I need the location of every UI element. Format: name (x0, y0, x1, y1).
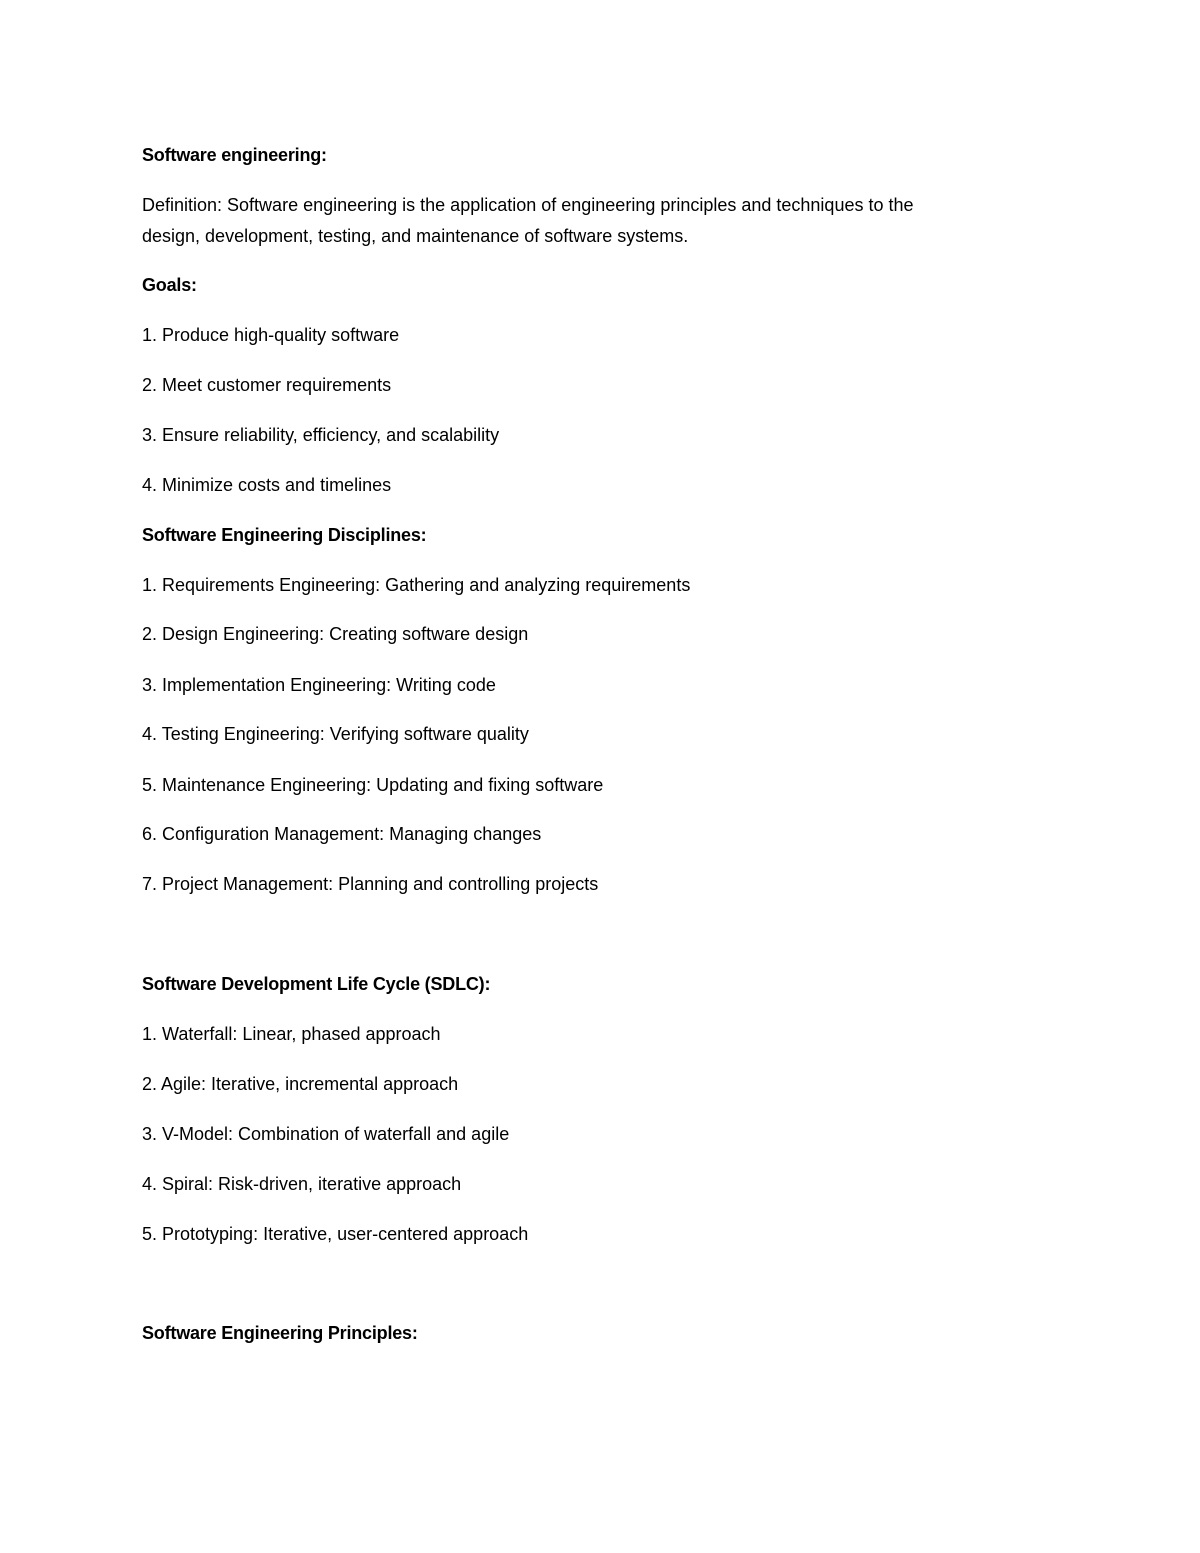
definition-text-line-1: Definition: Software engineering is the application of engineering principles and techniques to the (142, 195, 914, 215)
section-heading-principles: Software Engineering Principles: (142, 1323, 418, 1343)
discipline-item: 2. Design Engineering: Creating software design (142, 624, 529, 644)
discipline-item: 4. Testing Engineering: Verifying software quality (142, 724, 529, 744)
sdlc-item: 4. Spiral: Risk-driven, iterative approach (142, 1174, 462, 1194)
section-heading-goals: Goals: (142, 275, 197, 295)
goal-item: 2. Meet customer requirements (142, 375, 392, 395)
section-heading-disciplines: Software Engineering Disciplines: (142, 525, 427, 545)
discipline-item: 6. Configuration Management: Managing changes (142, 824, 542, 844)
sdlc-item: 3. V-Model: Combination of waterfall and agile (142, 1124, 510, 1144)
section-heading-sdlc: Software Development Life Cycle (SDLC): (142, 974, 491, 994)
goal-item: 3. Ensure reliability, efficiency, and scalability (142, 425, 500, 445)
sdlc-item: 2. Agile: Iterative, incremental approach (142, 1074, 459, 1094)
definition-text-line-2: design, development, testing, and maintenance of software systems. (142, 226, 689, 246)
goal-item: 4. Minimize costs and timelines (142, 475, 392, 495)
sdlc-item: 5. Prototyping: Iterative, user-centered approach (142, 1224, 529, 1244)
discipline-item: 3. Implementation Engineering: Writing code (142, 675, 496, 695)
discipline-item: 5. Maintenance Engineering: Updating and fixing software (142, 775, 604, 795)
discipline-item: 7. Project Management: Planning and controlling projects (142, 874, 599, 894)
section-heading-software-engineering: Software engineering: (142, 145, 327, 165)
sdlc-item: 1. Waterfall: Linear, phased approach (142, 1024, 441, 1044)
discipline-item: 1. Requirements Engineering: Gathering and analyzing requirements (142, 575, 691, 595)
goal-item: 1. Produce high-quality software (142, 325, 400, 345)
